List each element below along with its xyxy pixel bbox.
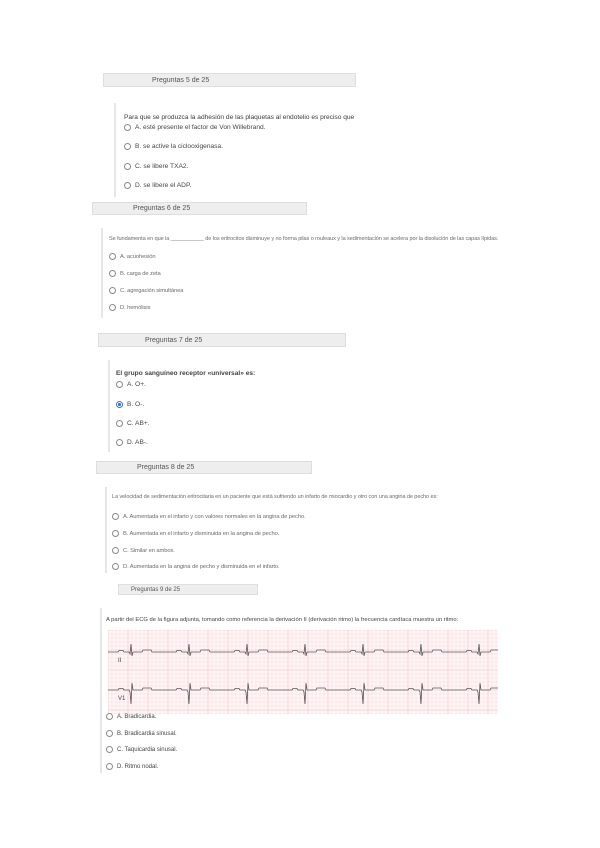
option-b[interactable] bbox=[109, 270, 161, 277]
option-label: C. Taquicardia sinusal. bbox=[117, 746, 178, 753]
question-counter: Preguntas 5 de 25 bbox=[152, 76, 210, 84]
question-header-8 bbox=[96, 461, 312, 474]
option-b[interactable] bbox=[112, 530, 279, 537]
question-card-9 bbox=[100, 608, 104, 773]
option-b[interactable] bbox=[116, 401, 144, 408]
question-text: Se fundamenta en que la ___________ de los eritrocitos disminuye y no forma pilas o rouleaux y la sedimentación se acelera por la disolución de las capas lípidas. bbox=[109, 236, 499, 242]
option-label: A. Aumentada en el infarto y con valores normales en la angina de pecho. bbox=[123, 513, 306, 520]
option-label: B. se active la ciclooxigenasa. bbox=[135, 143, 223, 150]
option-a[interactable] bbox=[112, 513, 306, 520]
option-label: D. AB-. bbox=[127, 439, 148, 446]
option-label: D. Ritmo nodal. bbox=[117, 763, 159, 770]
question-card-8 bbox=[105, 487, 109, 573]
option-c[interactable] bbox=[116, 420, 150, 427]
question-header-6 bbox=[92, 202, 307, 215]
radio-button[interactable] bbox=[112, 530, 119, 537]
option-label: C. AB+. bbox=[127, 420, 150, 427]
radio-button[interactable] bbox=[116, 420, 123, 427]
radio-button[interactable] bbox=[124, 182, 131, 189]
option-label: D. hemólisis bbox=[120, 304, 151, 311]
option-d[interactable] bbox=[116, 439, 148, 446]
option-label: B. Aumentada en el infarto y disminuida en la angina de pecho. bbox=[123, 530, 280, 537]
radio-button[interactable] bbox=[112, 563, 119, 570]
question-counter: Preguntas 6 de 25 bbox=[133, 205, 191, 212]
radio-button[interactable] bbox=[109, 253, 116, 260]
option-label: A. acuohesión bbox=[120, 253, 156, 260]
radio-button[interactable] bbox=[106, 746, 113, 753]
radio-button[interactable] bbox=[116, 381, 123, 388]
radio-button[interactable] bbox=[112, 547, 119, 554]
option-a[interactable] bbox=[124, 124, 265, 131]
ecg-image bbox=[108, 630, 498, 714]
option-c[interactable] bbox=[106, 746, 177, 753]
ecg-background bbox=[108, 630, 498, 714]
question-header-9 bbox=[118, 584, 258, 595]
radio-button[interactable] bbox=[124, 124, 131, 131]
option-label: A. O+. bbox=[127, 381, 146, 388]
question-header-5 bbox=[103, 73, 356, 87]
option-d[interactable] bbox=[112, 563, 280, 570]
option-label: B. O-. bbox=[127, 401, 145, 408]
radio-button[interactable] bbox=[109, 304, 116, 311]
option-a[interactable] bbox=[116, 381, 146, 388]
option-a[interactable] bbox=[106, 713, 156, 720]
question-text: El grupo sanguíneo receptor «universal» es: bbox=[116, 370, 256, 377]
question-text: Para que se produzca la adhesión de las plaquetas al endotelio es preciso que bbox=[124, 114, 355, 121]
question-text: A partir del ECG de la figura adjunta, tomando como referencia la derivación II (derivación ritmo) la frecuencia cardíaca muestra un ritmo: bbox=[106, 617, 459, 623]
option-b[interactable] bbox=[124, 143, 223, 150]
option-d[interactable] bbox=[109, 304, 150, 311]
question-header-7 bbox=[98, 333, 346, 347]
radio-button[interactable] bbox=[106, 763, 113, 770]
radio-button[interactable] bbox=[124, 143, 131, 150]
question-card-7 bbox=[108, 360, 112, 452]
option-label: D. Aumentada en la angina de pecho y disminuida en el infarto. bbox=[123, 563, 280, 570]
option-label: C. Similar en ambos. bbox=[123, 547, 175, 554]
option-label: A. esté presente el factor de Von Willebrand. bbox=[135, 124, 266, 131]
option-c[interactable] bbox=[124, 163, 188, 170]
option-d[interactable] bbox=[106, 763, 158, 770]
radio-button[interactable] bbox=[124, 163, 131, 170]
radio-button[interactable] bbox=[109, 287, 116, 294]
option-label: C. se libere TXA2. bbox=[135, 163, 189, 170]
question-counter: Preguntas 8 de 25 bbox=[137, 464, 195, 471]
radio-button[interactable] bbox=[106, 730, 113, 737]
radio-button[interactable] bbox=[109, 270, 116, 277]
question-card-5 bbox=[114, 103, 118, 197]
option-label: B. carga de zeta bbox=[120, 270, 161, 277]
question-counter: Preguntas 7 de 25 bbox=[145, 336, 203, 344]
option-label: D. se libere el ADP. bbox=[135, 182, 192, 189]
option-c[interactable] bbox=[109, 287, 183, 294]
option-label: B. Bradicardia sinusal. bbox=[117, 730, 177, 737]
option-d[interactable] bbox=[124, 182, 191, 189]
option-label: A. Bradicardia. bbox=[117, 713, 157, 720]
radio-button[interactable] bbox=[116, 439, 123, 446]
option-a[interactable] bbox=[109, 253, 155, 260]
option-label: C. agregación simultánea bbox=[120, 287, 184, 294]
question-card-6 bbox=[101, 228, 105, 318]
option-c[interactable] bbox=[112, 547, 175, 554]
option-b[interactable] bbox=[106, 730, 177, 737]
question-text: La velocidad de sedimentación eritrocitaria en un paciente que está sufriendo un infarto de miocardio y otro con una angina de pecho es: bbox=[112, 494, 438, 500]
radio-button[interactable] bbox=[112, 513, 119, 520]
question-counter: Preguntas 9 de 25 bbox=[131, 586, 181, 593]
ecg-lead-label-ii: II bbox=[118, 658, 122, 664]
ecg-lead-label-v1: V1 bbox=[118, 696, 126, 702]
radio-button-selected[interactable] bbox=[116, 401, 123, 408]
radio-button[interactable] bbox=[106, 713, 113, 720]
